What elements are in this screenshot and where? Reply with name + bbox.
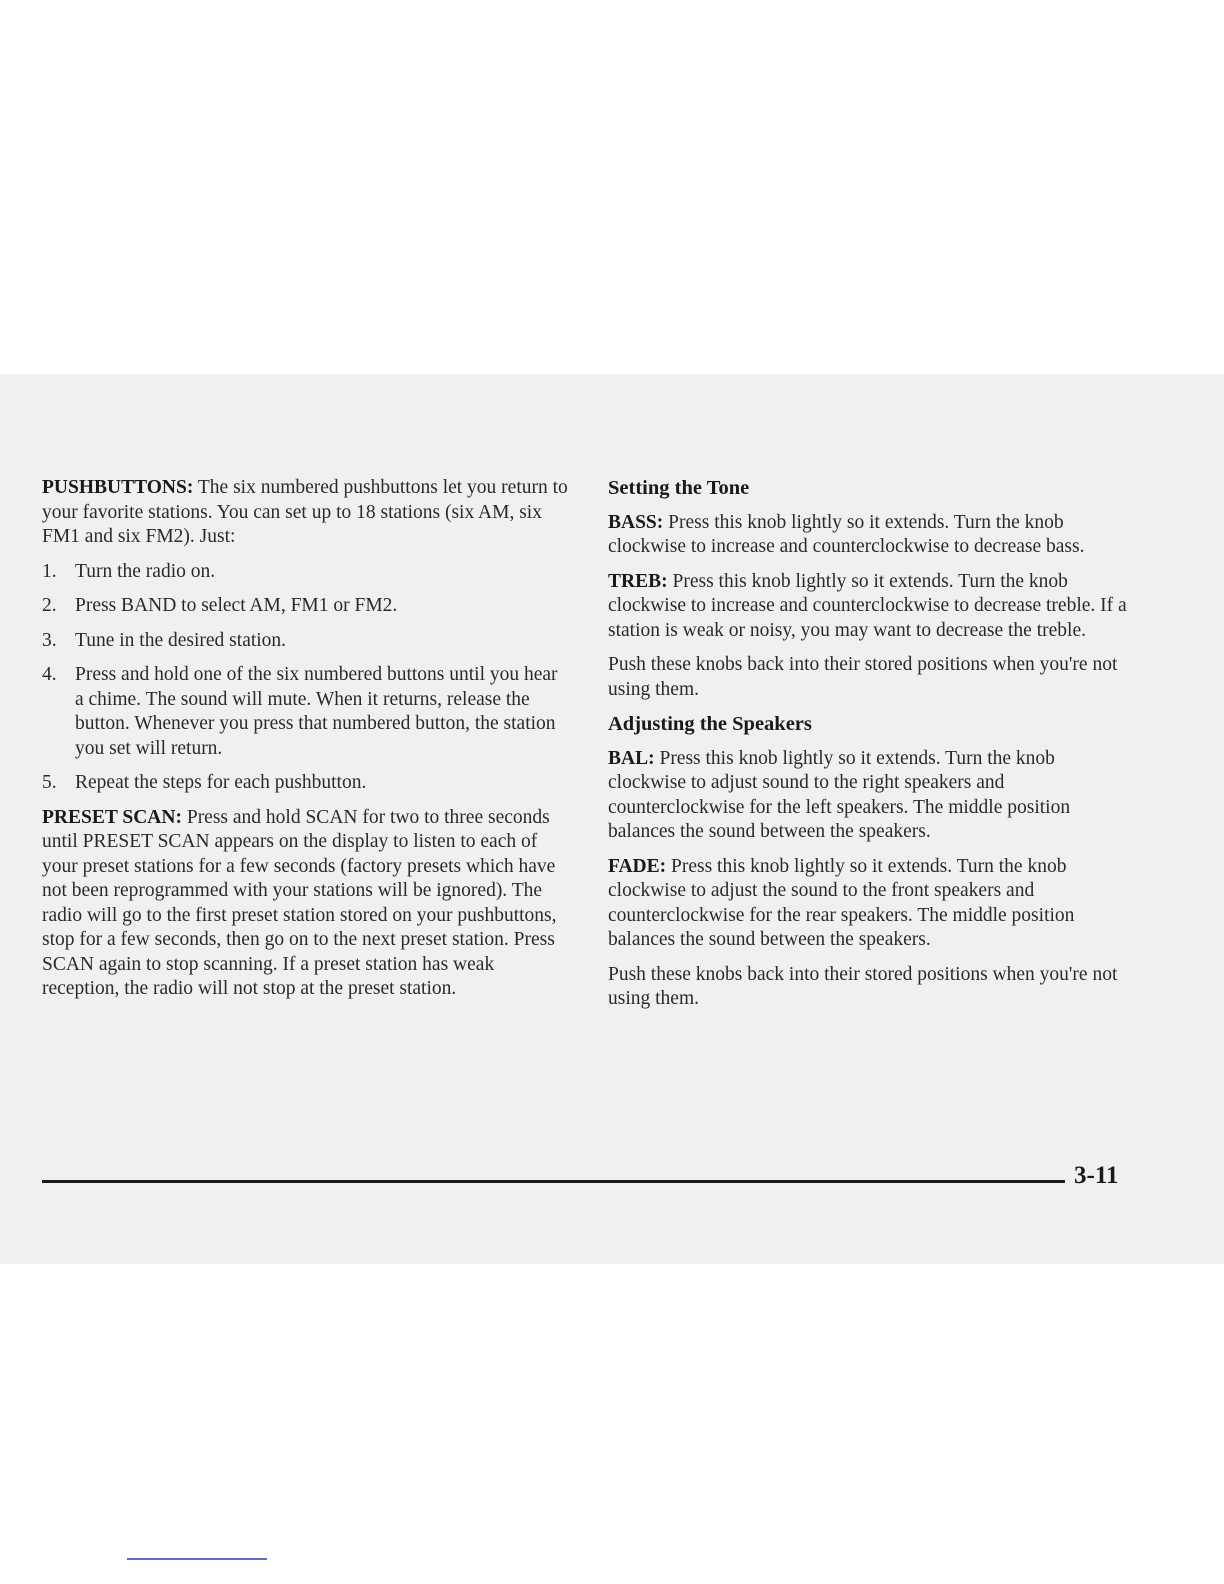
bal-text: Press this knob lightly so it extends. Turn the knob clockwise to adjust sound to the right speakers and counterclockwise for the left speakers. The middle position balances the sound between the speakers.	[608, 747, 1071, 842]
speakers-heading: Adjusting the Speakers	[608, 713, 812, 735]
preset-scan-paragraph	[42, 806, 570, 1002]
treb-label: TREB:	[608, 570, 668, 592]
list-item	[42, 629, 570, 654]
steps-list	[42, 560, 570, 796]
fade-label: FADE:	[608, 855, 667, 877]
step-text: Tune in the desired station.	[75, 629, 287, 651]
list-item	[42, 594, 570, 619]
fade-paragraph	[608, 855, 1136, 953]
treb-paragraph	[608, 570, 1136, 644]
left-column	[42, 476, 570, 1012]
bal-label: BAL:	[608, 747, 655, 769]
bottom-link-underline[interactable]	[127, 1558, 267, 1560]
step-text: Turn the radio on.	[75, 560, 216, 582]
right-column	[608, 476, 1136, 1022]
step-number: 4.	[42, 664, 57, 685]
list-item	[42, 771, 570, 796]
bal-paragraph	[608, 747, 1136, 845]
pushbuttons-label: PUSHBUTTONS:	[42, 477, 194, 498]
list-item	[42, 663, 570, 761]
treb-text: Press this knob lightly so it extends. Turn the knob clockwise to increase and counterclockwise to decrease treble. If a station is weak or noisy, you may want to decrease the treble.	[608, 570, 1127, 641]
step-text: Press BAND to select AM, FM1 or FM2.	[75, 595, 398, 616]
preset-scan-text: Press and hold SCAN for two to three seconds until PRESET SCAN appears on the display to listen to each of your preset stations for a few seconds (factory presets which have not been reprogrammed with your stations will be ignored). The radio will go to the first preset station stored on your pushbuttons, stop for a few seconds, then go on to the next preset station. Press SCAN again to stop scanning. If a preset station has weak reception, the radio will not stop at the preset station.	[42, 806, 557, 999]
bass-label: BASS:	[608, 511, 664, 533]
bass-paragraph	[608, 511, 1136, 560]
step-number: 2.	[42, 595, 57, 616]
tone-heading: Setting the Tone	[608, 477, 750, 499]
list-item	[42, 560, 570, 585]
page-number: 3-11	[1074, 1162, 1119, 1189]
tone-push-paragraph: Push these knobs back into their stored positions when you're not using them.	[608, 654, 1118, 700]
step-text: Repeat the steps for each pushbutton.	[75, 772, 367, 793]
step-text: Press and hold one of the six numbered buttons until you hear a chime. The sound will mute. When it returns, release the button. Whenever you press that numbered button, the station you set will return.	[75, 664, 558, 759]
step-number: 5.	[42, 772, 57, 793]
pushbuttons-paragraph	[42, 476, 570, 550]
preset-scan-label: PRESET SCAN:	[42, 806, 182, 828]
footer-rule	[42, 1180, 1065, 1183]
bass-text: Press this knob lightly so it extends. Turn the knob clockwise to increase and counterclockwise to decrease bass.	[608, 511, 1085, 557]
speakers-push-paragraph: Push these knobs back into their stored positions when you're not using them.	[608, 963, 1118, 1009]
pushbuttons-text: The six numbered pushbuttons let you return to your favorite stations. You can set up to 18 stations (six AM, six FM1 and six FM2). Just:	[42, 477, 568, 547]
fade-text: Press this knob lightly so it extends. Turn the knob clockwise to adjust the sound to the front speakers and counterclockwise for the rear speakers. The middle position balances the sound between the speakers.	[608, 855, 1075, 950]
step-number: 3.	[42, 629, 57, 651]
step-number: 1.	[42, 560, 57, 582]
